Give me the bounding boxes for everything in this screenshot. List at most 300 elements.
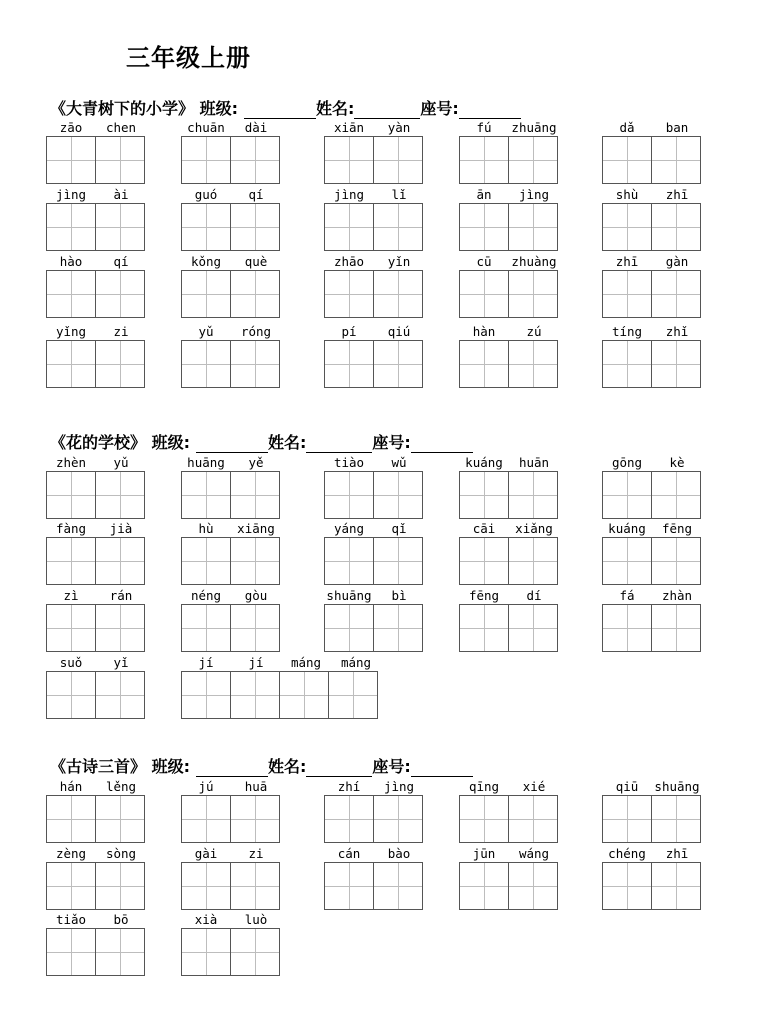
writing-grid (602, 862, 701, 910)
tianzige-cell[interactable] (96, 538, 144, 584)
pinyin-line (459, 846, 559, 862)
word-block (46, 588, 146, 652)
word-block (46, 846, 146, 910)
tianzige-cell[interactable] (325, 863, 374, 909)
pinyin-syllable: xiāng (237, 521, 275, 536)
tianzige-cell[interactable] (47, 538, 96, 584)
pinyin-line (181, 588, 281, 604)
pinyin-syllable: qiú (387, 324, 411, 339)
word-block (459, 521, 559, 585)
pinyin-syllable: huān (518, 455, 550, 470)
writing-grid (459, 471, 558, 519)
tianzige-cell[interactable] (182, 472, 231, 518)
pinyin-line (46, 187, 146, 203)
tianzige-cell[interactable] (47, 863, 96, 909)
writing-grid (181, 928, 280, 976)
pinyin-syllable: jú (198, 779, 214, 794)
tianzige-cell[interactable] (96, 929, 144, 975)
word-block (459, 846, 559, 910)
class-blank[interactable] (196, 761, 268, 777)
pinyin-line (181, 846, 281, 862)
pinyin-syllable: róng (240, 324, 272, 339)
lesson-title: 《古诗三首》 (50, 757, 147, 776)
pinyin-syllable: hù (198, 521, 214, 536)
tianzige-cell[interactable] (182, 341, 231, 387)
pinyin-syllable: guó (194, 187, 218, 202)
pinyin-syllable: jí (248, 655, 264, 670)
pinyin-line (181, 521, 281, 537)
pinyin-line (602, 779, 702, 795)
pinyin-syllable: jià (109, 521, 133, 536)
name-blank[interactable] (354, 103, 420, 119)
word-block (46, 655, 146, 719)
tianzige-cell[interactable] (460, 796, 509, 842)
writing-grid (459, 340, 558, 388)
section-header (50, 433, 473, 453)
tianzige-cell[interactable] (603, 796, 652, 842)
pinyin-syllable: bì (391, 588, 407, 603)
pinyin-syllable: xié (522, 779, 546, 794)
tianzige-cell[interactable] (231, 796, 279, 842)
tianzige-cell[interactable] (374, 341, 422, 387)
word-block (46, 187, 146, 251)
writing-grid (46, 340, 145, 388)
pinyin-line (46, 324, 146, 340)
tianzige-cell[interactable] (509, 341, 557, 387)
pinyin-syllable: zì (63, 588, 79, 603)
pinyin-syllable: fàng (55, 521, 87, 536)
pinyin-syllable: dǎ (619, 120, 635, 135)
writing-grid (459, 136, 558, 184)
tianzige-cell[interactable] (96, 204, 144, 250)
pinyin-syllable: lěng (105, 779, 137, 794)
pinyin-line (46, 588, 146, 604)
tianzige-cell[interactable] (374, 863, 422, 909)
tianzige-cell[interactable] (652, 863, 700, 909)
tianzige-cell[interactable] (231, 672, 280, 718)
word-block (181, 324, 281, 388)
tianzige-cell[interactable] (460, 538, 509, 584)
name-blank[interactable] (306, 437, 372, 453)
pinyin-syllable: zhí (337, 779, 361, 794)
tianzige-cell[interactable] (460, 863, 509, 909)
writing-grid (324, 862, 423, 910)
tianzige-cell[interactable] (96, 472, 144, 518)
tianzige-cell[interactable] (603, 605, 652, 651)
seat-blank[interactable] (411, 761, 473, 777)
tianzige-cell[interactable] (96, 605, 144, 651)
writing-grid (602, 270, 701, 318)
tianzige-cell[interactable] (47, 929, 96, 975)
tianzige-cell[interactable] (182, 796, 231, 842)
tianzige-cell[interactable] (460, 137, 509, 183)
name-label: 姓名: (268, 433, 307, 452)
word-block (46, 254, 146, 318)
pinyin-syllable: qí (248, 187, 264, 202)
pinyin-syllable: yǔ (198, 324, 214, 339)
pinyin-syllable: wáng (518, 846, 550, 861)
pinyin-syllable: jí (198, 655, 214, 670)
tianzige-cell[interactable] (231, 204, 279, 250)
pinyin-line (459, 187, 559, 203)
section-header (50, 99, 521, 119)
tianzige-cell[interactable] (603, 863, 652, 909)
tianzige-cell[interactable] (652, 137, 700, 183)
pinyin-line (324, 846, 424, 862)
pinyin-syllable: bào (387, 846, 411, 861)
pinyin-syllable: yàn (387, 120, 411, 135)
tianzige-cell[interactable] (325, 204, 374, 250)
word-block (181, 187, 281, 251)
tianzige-cell[interactable] (182, 929, 231, 975)
tianzige-cell[interactable] (280, 672, 329, 718)
tianzige-cell[interactable] (182, 538, 231, 584)
writing-grid (602, 795, 701, 843)
tianzige-cell[interactable] (460, 341, 509, 387)
word-block (324, 521, 424, 585)
word-block (181, 254, 281, 318)
tianzige-cell[interactable] (47, 605, 96, 651)
word-block (46, 521, 146, 585)
pinyin-syllable: shù (615, 187, 639, 202)
tianzige-cell[interactable] (460, 271, 509, 317)
seat-label: 座号: (420, 99, 459, 118)
pinyin-syllable: shuāng (326, 588, 372, 603)
pinyin-syllable: yǔ (113, 455, 129, 470)
word-block (181, 655, 381, 719)
tianzige-cell[interactable] (603, 137, 652, 183)
class-label: 班级: (151, 433, 190, 452)
tianzige-cell[interactable] (374, 538, 422, 584)
tianzige-cell[interactable] (47, 204, 96, 250)
writing-grid (324, 537, 423, 585)
writing-grid (46, 795, 145, 843)
word-block (459, 455, 559, 519)
pinyin-syllable: hào (59, 254, 83, 269)
pinyin-syllable: pí (341, 324, 357, 339)
name-blank[interactable] (306, 761, 372, 777)
word-block (181, 120, 281, 184)
tianzige-cell[interactable] (182, 204, 231, 250)
tianzige-cell[interactable] (47, 271, 96, 317)
tianzige-cell[interactable] (47, 472, 96, 518)
pinyin-line (181, 655, 381, 671)
tianzige-cell[interactable] (231, 605, 279, 651)
pinyin-syllable: què (244, 254, 268, 269)
pinyin-syllable: suǒ (59, 655, 83, 670)
pinyin-line (46, 521, 146, 537)
page-title: 三年级上册 (126, 44, 251, 72)
word-block (602, 324, 702, 388)
tianzige-cell[interactable] (460, 605, 509, 651)
writing-grid (181, 203, 280, 251)
pinyin-line (324, 521, 424, 537)
pinyin-syllable: máng (340, 655, 372, 670)
pinyin-syllable: cán (337, 846, 361, 861)
tianzige-cell[interactable] (509, 204, 557, 250)
pinyin-syllable: kuáng (608, 521, 646, 536)
tianzige-cell[interactable] (96, 863, 144, 909)
pinyin-line (181, 187, 281, 203)
pinyin-line (46, 254, 146, 270)
tianzige-cell[interactable] (603, 341, 652, 387)
word-block (324, 120, 424, 184)
word-block (46, 455, 146, 519)
pinyin-syllable: fá (619, 588, 635, 603)
writing-grid (181, 270, 280, 318)
tianzige-cell[interactable] (96, 137, 144, 183)
pinyin-syllable: wǔ (391, 455, 407, 470)
tianzige-cell[interactable] (231, 929, 279, 975)
word-block (324, 779, 424, 843)
tianzige-cell[interactable] (325, 796, 374, 842)
pinyin-syllable: jìng (383, 779, 415, 794)
pinyin-line (459, 120, 559, 136)
tianzige-cell[interactable] (182, 672, 231, 718)
tianzige-cell[interactable] (509, 538, 557, 584)
tianzige-cell[interactable] (509, 796, 557, 842)
pinyin-line (324, 324, 424, 340)
pinyin-syllable: dài (244, 120, 268, 135)
tianzige-cell[interactable] (652, 271, 700, 317)
writing-grid (324, 136, 423, 184)
section-header (50, 757, 473, 777)
writing-grid (46, 136, 145, 184)
writing-grid (459, 203, 558, 251)
word-block (324, 588, 424, 652)
writing-grid (324, 471, 423, 519)
pinyin-syllable: gōng (611, 455, 643, 470)
tianzige-cell[interactable] (652, 796, 700, 842)
tianzige-cell[interactable] (509, 472, 557, 518)
class-blank[interactable] (244, 103, 316, 119)
tianzige-cell[interactable] (96, 796, 144, 842)
writing-grid (602, 604, 701, 652)
pinyin-syllable: zhuāng (511, 120, 557, 135)
lesson-title: 《大青树下的小学》 (50, 99, 195, 118)
name-label: 姓名: (268, 757, 307, 776)
tianzige-cell[interactable] (182, 271, 231, 317)
tianzige-cell[interactable] (325, 605, 374, 651)
tianzige-cell[interactable] (231, 472, 279, 518)
tianzige-cell[interactable] (374, 796, 422, 842)
pinyin-syllable: zhèn (55, 455, 87, 470)
pinyin-syllable: kè (669, 455, 685, 470)
writing-grid (324, 340, 423, 388)
word-block (602, 455, 702, 519)
pinyin-line (459, 779, 559, 795)
pinyin-line (46, 120, 146, 136)
writing-grid (181, 471, 280, 519)
pinyin-line (181, 455, 281, 471)
tianzige-cell[interactable] (96, 271, 144, 317)
pinyin-syllable: huā (244, 779, 268, 794)
pinyin-syllable: jìng (55, 187, 87, 202)
pinyin-syllable: zhǐ (665, 324, 689, 339)
word-block (459, 779, 559, 843)
tianzige-cell[interactable] (96, 672, 144, 718)
tianzige-cell[interactable] (182, 863, 231, 909)
pinyin-line (459, 324, 559, 340)
pinyin-syllable: xià (194, 912, 218, 927)
pinyin-line (181, 254, 281, 270)
tianzige-cell[interactable] (460, 472, 509, 518)
word-block (602, 254, 702, 318)
word-block (459, 254, 559, 318)
writing-grid (602, 537, 701, 585)
pinyin-line (46, 779, 146, 795)
pinyin-line (324, 254, 424, 270)
writing-grid (324, 203, 423, 251)
tianzige-cell[interactable] (509, 271, 557, 317)
tianzige-cell[interactable] (325, 341, 374, 387)
lesson-title: 《花的学校》 (50, 433, 147, 452)
pinyin-line (459, 254, 559, 270)
tianzige-cell[interactable] (231, 863, 279, 909)
tianzige-cell[interactable] (460, 204, 509, 250)
tianzige-cell[interactable] (652, 472, 700, 518)
writing-grid (602, 136, 701, 184)
pinyin-syllable: gài (194, 846, 218, 861)
tianzige-cell[interactable] (325, 271, 374, 317)
pinyin-syllable: luò (244, 912, 268, 927)
pinyin-syllable: zú (526, 324, 542, 339)
word-block (181, 521, 281, 585)
seat-blank[interactable] (411, 437, 473, 453)
tianzige-cell[interactable] (231, 341, 279, 387)
tianzige-cell[interactable] (652, 605, 700, 651)
pinyin-line (602, 120, 702, 136)
pinyin-syllable: xiǎng (515, 521, 553, 536)
pinyin-syllable: kuáng (465, 455, 503, 470)
tianzige-cell[interactable] (509, 605, 557, 651)
pinyin-syllable: cū (476, 254, 492, 269)
tianzige-cell[interactable] (603, 472, 652, 518)
pinyin-syllable: lǐ (391, 187, 407, 202)
pinyin-line (459, 455, 559, 471)
pinyin-line (181, 912, 281, 928)
tianzige-cell[interactable] (374, 472, 422, 518)
pinyin-line (602, 455, 702, 471)
pinyin-line (46, 455, 146, 471)
tianzige-cell[interactable] (603, 271, 652, 317)
tianzige-cell[interactable] (603, 204, 652, 250)
pinyin-line (602, 254, 702, 270)
tianzige-cell[interactable] (374, 605, 422, 651)
pinyin-syllable: qiū (615, 779, 639, 794)
pinyin-syllable: jìng (333, 187, 365, 202)
tianzige-cell[interactable] (47, 137, 96, 183)
pinyin-syllable: hàn (472, 324, 496, 339)
pinyin-syllable: tiào (333, 455, 365, 470)
word-block (459, 187, 559, 251)
word-block (324, 455, 424, 519)
writing-grid (46, 537, 145, 585)
pinyin-syllable: máng (290, 655, 322, 670)
word-block (324, 254, 424, 318)
pinyin-syllable: bō (113, 912, 129, 927)
pinyin-syllable: zāo (59, 120, 83, 135)
tianzige-cell[interactable] (47, 341, 96, 387)
writing-grid (459, 270, 558, 318)
writing-grid (181, 604, 280, 652)
tianzige-cell[interactable] (509, 137, 557, 183)
seat-label: 座号: (372, 433, 411, 452)
word-block (459, 120, 559, 184)
tianzige-cell[interactable] (231, 137, 279, 183)
pinyin-line (181, 779, 281, 795)
pinyin-syllable: ban (665, 120, 689, 135)
class-label: 班级: (151, 757, 190, 776)
tianzige-cell[interactable] (374, 137, 422, 183)
writing-grid (46, 928, 145, 976)
pinyin-syllable: jūn (472, 846, 496, 861)
writing-grid (324, 604, 423, 652)
pinyin-syllable: tiǎo (55, 912, 87, 927)
pinyin-line (181, 324, 281, 340)
writing-grid (459, 795, 558, 843)
pinyin-syllable: jìng (518, 187, 550, 202)
tianzige-cell[interactable] (509, 863, 557, 909)
pinyin-syllable: fēng (661, 521, 693, 536)
pinyin-line (46, 655, 146, 671)
class-blank[interactable] (196, 437, 268, 453)
tianzige-cell[interactable] (329, 672, 377, 718)
writing-grid (46, 862, 145, 910)
pinyin-syllable: yáng (333, 521, 365, 536)
tianzige-cell[interactable] (182, 605, 231, 651)
pinyin-syllable: zhāo (333, 254, 365, 269)
tianzige-cell[interactable] (47, 672, 96, 718)
pinyin-syllable: hán (59, 779, 83, 794)
word-block (602, 846, 702, 910)
tianzige-cell[interactable] (231, 538, 279, 584)
word-block (459, 324, 559, 388)
tianzige-cell[interactable] (231, 271, 279, 317)
word-block (181, 846, 281, 910)
tianzige-cell[interactable] (47, 796, 96, 842)
pinyin-line (324, 120, 424, 136)
tianzige-cell[interactable] (652, 341, 700, 387)
tianzige-cell[interactable] (325, 137, 374, 183)
pinyin-syllable: chuān (187, 120, 225, 135)
writing-grid (181, 671, 378, 719)
tianzige-cell[interactable] (374, 204, 422, 250)
tianzige-cell[interactable] (182, 137, 231, 183)
pinyin-syllable: qǐ (391, 521, 407, 536)
pinyin-syllable: chen (105, 120, 137, 135)
writing-grid (181, 537, 280, 585)
seat-blank[interactable] (459, 103, 521, 119)
writing-grid (46, 203, 145, 251)
pinyin-syllable: zhī (665, 187, 689, 202)
tianzige-cell[interactable] (603, 538, 652, 584)
pinyin-syllable: yǐn (387, 254, 411, 269)
tianzige-cell[interactable] (652, 538, 700, 584)
pinyin-line (602, 588, 702, 604)
writing-grid (181, 795, 280, 843)
pinyin-line (324, 588, 424, 604)
tianzige-cell[interactable] (374, 271, 422, 317)
tianzige-cell[interactable] (325, 538, 374, 584)
tianzige-cell[interactable] (325, 472, 374, 518)
tianzige-cell[interactable] (96, 341, 144, 387)
pinyin-line (324, 455, 424, 471)
tianzige-cell[interactable] (652, 204, 700, 250)
pinyin-syllable: sòng (105, 846, 137, 861)
pinyin-syllable: kǒng (190, 254, 222, 269)
pinyin-syllable: néng (190, 588, 222, 603)
